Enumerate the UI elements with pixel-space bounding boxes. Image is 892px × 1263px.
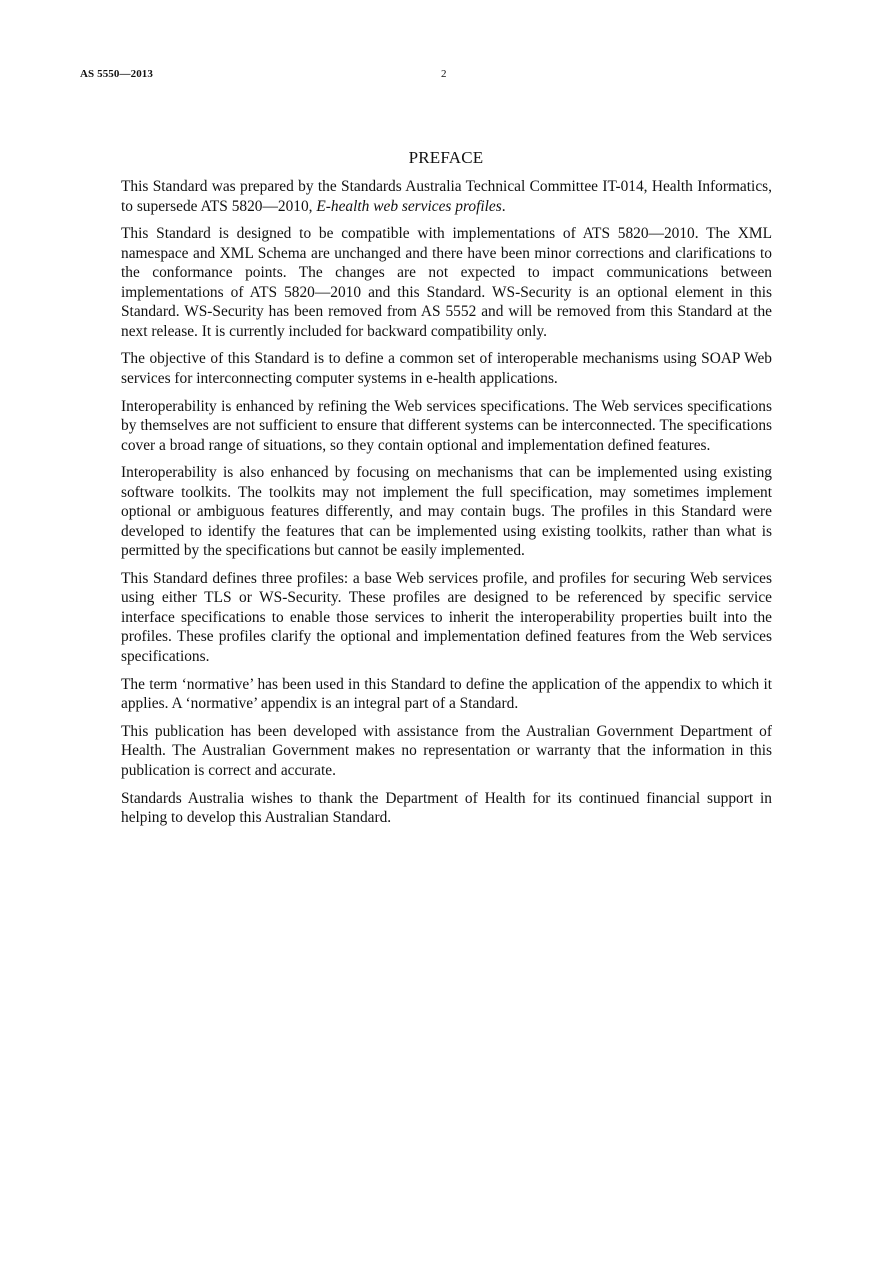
preface-body [121,177,772,836]
paragraph-1-end: . [501,197,506,215]
preface-paragraph-8: This publication has been developed with assistance from the Australian Government Department of Health. The Australian Government makes no representation or warranty that the information in this publication is correct and accurate. [121,722,772,779]
preface-paragraph-5: Interoperability is also enhanced by focusing on mechanisms that can be implemented using existing software toolkits. The toolkits may not implement the full specification, may sometimes implement optional or ambiguous features differently, and may contain bugs. The profiles in this Standard were developed to identify the features that can be implemented using existing toolkits, rather than what is permitted by the specifications but cannot be easily implemented. [121,464,772,560]
preface-paragraph-7: The term ‘normative’ has been used in this Standard to define the application of the appendix to which it applies. A ‘normative’ appendix is an integral part of a Standard. [121,675,772,713]
preface-paragraph-4: Interoperability is enhanced by refining the Web services specifications. The Web services specifications by themselves are not sufficient to ensure that different systems can be interconnected. The specifications cover a broad range of situations, so they contain optional and implementation defined features. [121,397,772,454]
section-heading-preface: PREFACE [408,148,484,167]
running-head-standard-id: AS 5550—2013 [80,68,154,80]
preface-paragraph-1 [121,177,772,216]
preface-paragraph-2: This Standard is designed to be compatible with implementations of ATS 5820—2010. The XML namespace and XML Schema are unchanged and there have been minor corrections and clarifications to the conformance points. The changes are not expected to impact communications between implementations of ATS 5820—2010 and this Standard. WS-Security is an optional element in this Standard. WS-Security has been removed from AS 5552 and will be removed from this Standard at the next release. It is currently included for backward compatibility only. [121,225,772,340]
page-number: 2 [441,68,447,80]
preface-paragraph-9: Standards Australia wishes to thank the Department of Health for its continued financial support in helping to develop this Australian Standard. [121,789,772,826]
paragraph-1-text: This Standard was prepared by the Standards Australia Technical Committee IT-014, Health Informatics, to supersede ATS 5820—2010, [121,178,772,215]
preface-paragraph-6: This Standard defines three profiles: a base Web services profile, and profiles for securing Web services using either TLS or WS-Security. These profiles are designed to be referenced by specific service interface specifications to enable those services to inherit the interoperability properties built into the profiles. These profiles clarify the optional and implementation defined features from the Web services specifications. [121,569,772,665]
cited-title: E-health web services profiles [316,197,502,215]
preface-paragraph-3: The objective of this Standard is to define a common set of interoperable mechanisms using SOAP Web services for interconnecting computer systems in e-health applications. [121,350,772,387]
